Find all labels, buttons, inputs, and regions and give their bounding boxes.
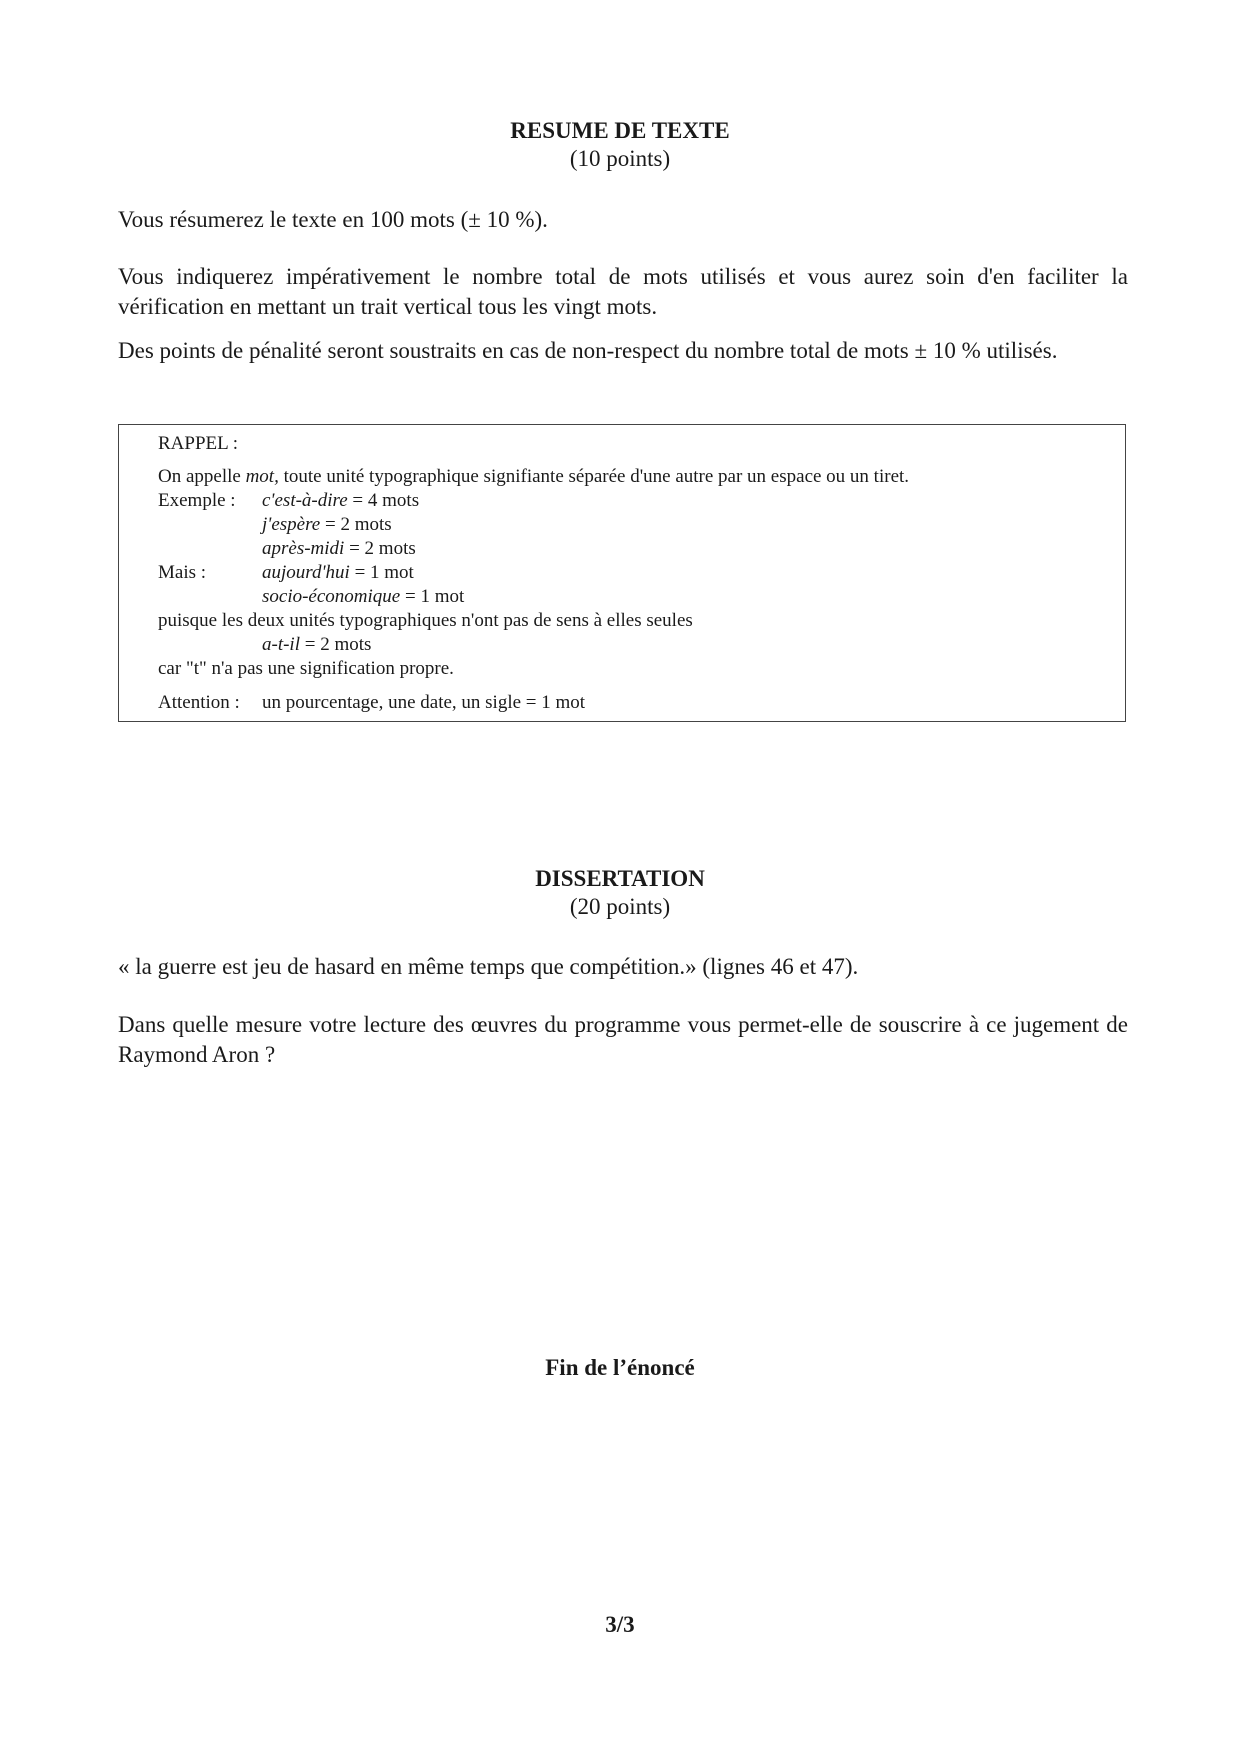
dissertation-points: (20 points): [569, 894, 671, 919]
attention-text: un pourcentage, une date, un sigle = 1 mot: [262, 692, 586, 713]
resume-points: (10 points): [569, 146, 671, 171]
example-line: [262, 513, 392, 537]
puisque-line: puisque les deux unités typographiques n'ont pas de sens à elles seules: [158, 610, 693, 631]
example-value: = 2 mots: [344, 538, 416, 559]
mais-example-line: [262, 561, 414, 585]
attention-label: Attention :: [158, 692, 240, 713]
example-value: = 1 mot: [400, 586, 465, 607]
definition-prefix: On appelle: [158, 466, 246, 487]
example-term: c'est-à-dire: [262, 490, 348, 511]
resume-instruction-length: Vous résumerez le texte en 100 mots (± 10 %).: [118, 207, 548, 232]
example-line: [262, 489, 419, 513]
car-line: car "t" n'a pas une signification propre.: [158, 658, 454, 679]
example-term: j'espère: [262, 514, 321, 535]
end-of-statement: Fin de l’énoncé: [545, 1355, 695, 1380]
rappel-definition: [158, 465, 909, 489]
resume-instruction-penalty: Des points de pénalité seront soustraits en cas de non-respect du nombre total de mots ± 10 % utilisés.: [118, 338, 1058, 363]
example-term: après-midi: [262, 538, 345, 559]
example-term: aujourd'hui: [262, 562, 350, 583]
example-value: = 4 mots: [347, 490, 420, 511]
resume-instruction-count: Vous indiquerez impérativement le nombre total de mots utilisés et vous aurez soin d'en faciliter la vérification en mettant un trait vertical tous les vingt mots.: [118, 264, 1128, 319]
mais-label: Mais :: [158, 562, 207, 583]
rappel-heading: RAPPEL :: [158, 433, 239, 454]
dissertation-quote: « la guerre est jeu de hasard en même temps que compétition.» (lignes 46 et 47).: [118, 954, 859, 979]
mais-example-line: [262, 585, 464, 609]
example-term: a-t-il: [262, 634, 300, 655]
definition-rest: toute unité typographique signifiante séparée d'une autre par un espace ou un tiret.: [278, 466, 910, 487]
example-line: [262, 537, 416, 561]
example-value: = 2 mots: [320, 514, 392, 535]
example-value: = 2 mots: [300, 634, 372, 655]
dissertation-question: Dans quelle mesure votre lecture des œuvres du programme vous permet-elle de souscrire à ce jugement de Raymond Aron ?: [118, 1012, 1128, 1067]
page-number: 3/3: [605, 1612, 635, 1637]
example-term: socio-économique: [262, 586, 401, 607]
example-value: = 1 mot: [349, 562, 414, 583]
definition-term: mot,: [245, 466, 279, 487]
resume-title: RESUME DE TEXTE: [510, 118, 730, 143]
dissertation-title: DISSERTATION: [535, 866, 705, 891]
atil-line: [262, 633, 371, 657]
exemple-label: Exemple :: [158, 490, 236, 511]
